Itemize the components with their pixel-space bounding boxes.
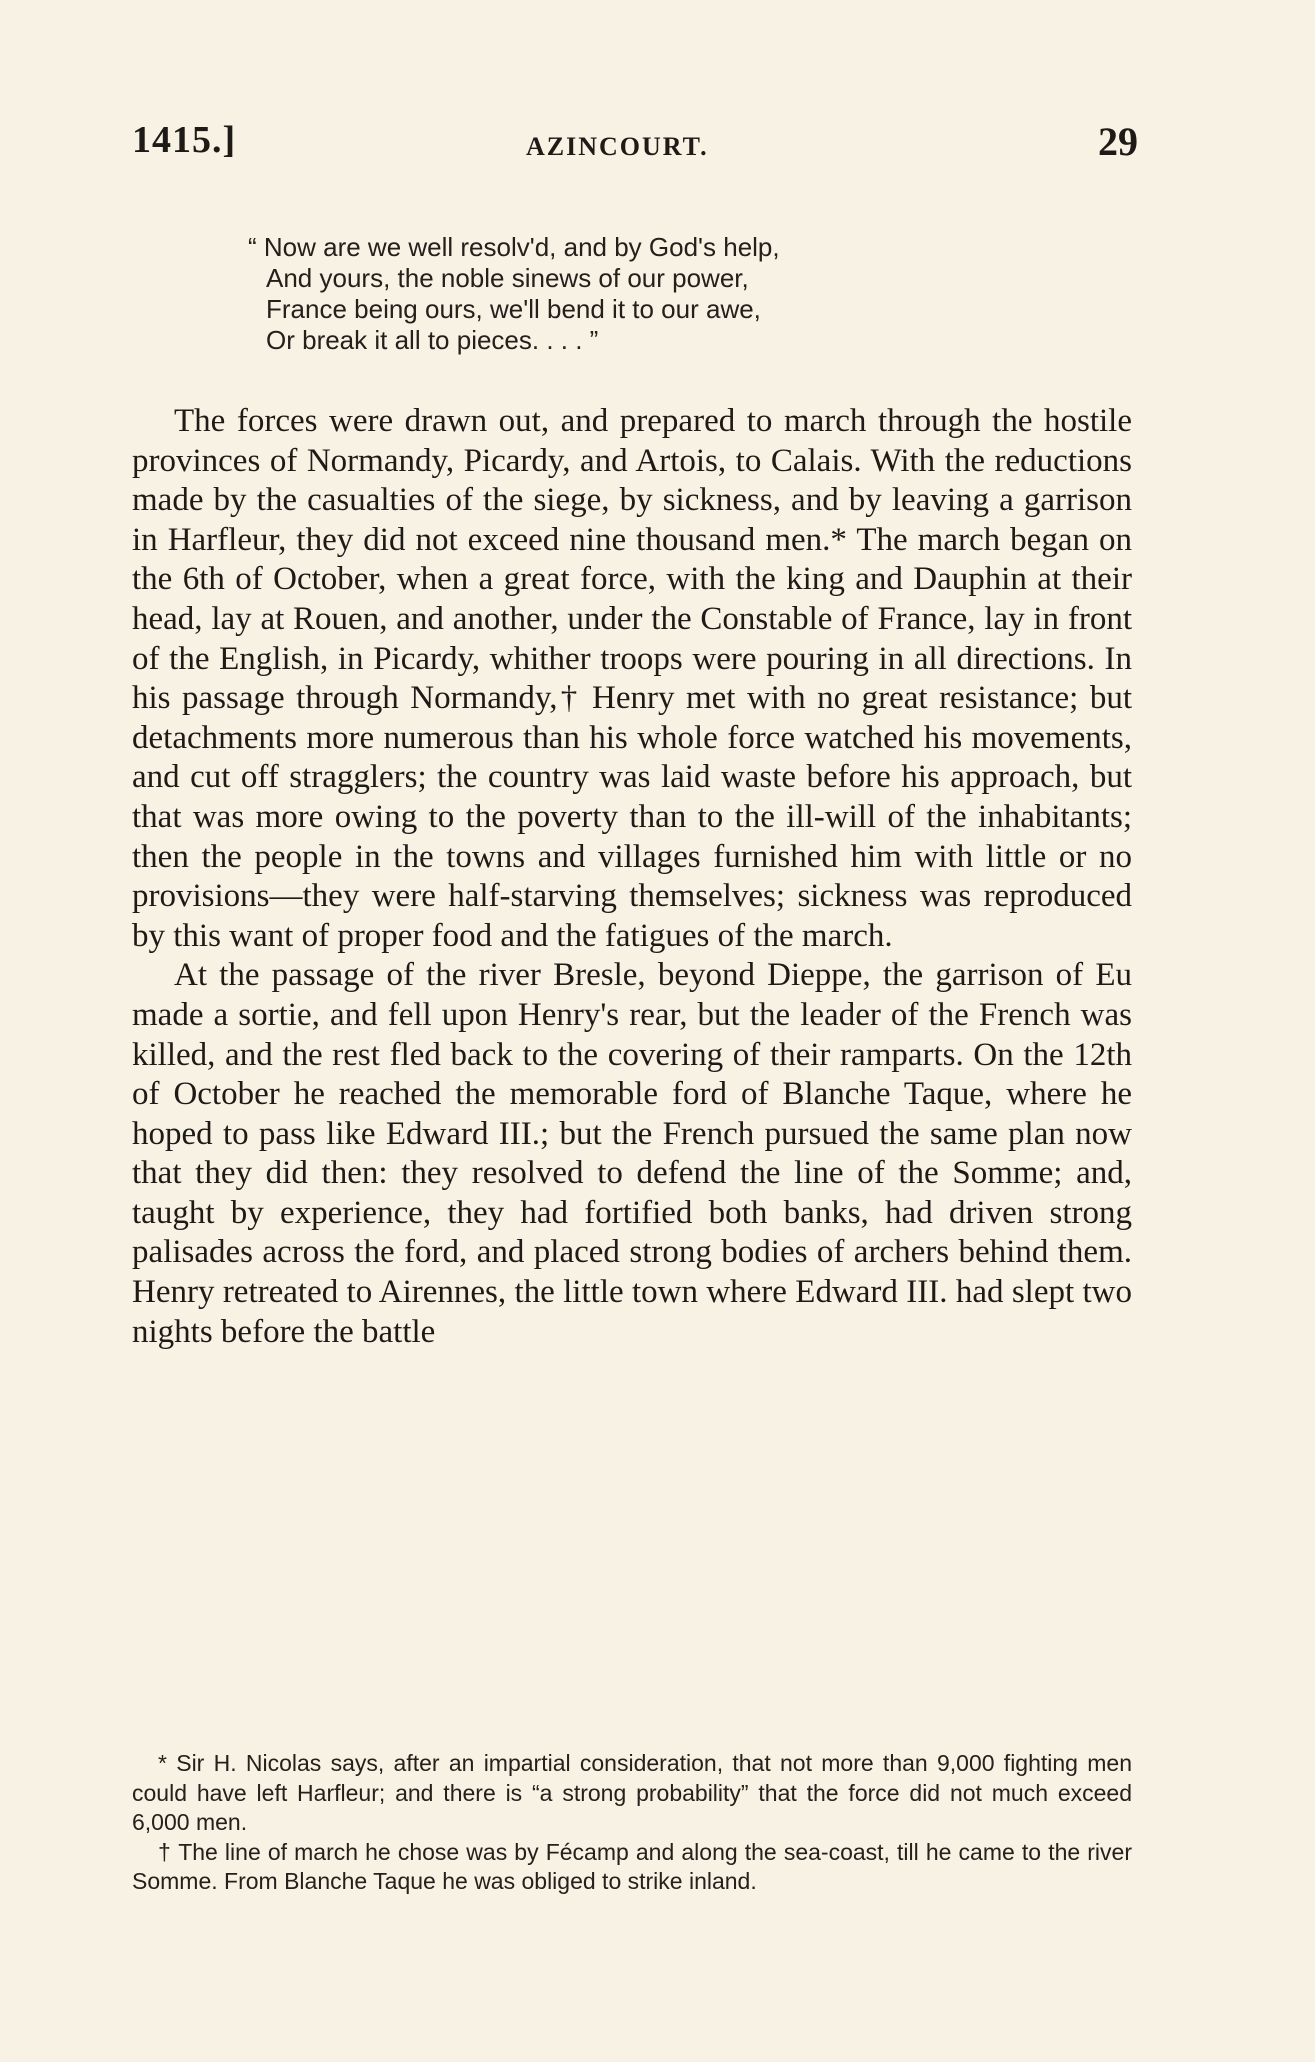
header-year: 1415.] bbox=[132, 119, 237, 161]
verse-line: France being ours, we'll bend it to our awe, bbox=[266, 294, 761, 324]
verse-line: Or break it all to pieces. . . . ” bbox=[266, 325, 599, 355]
verse-line: And yours, the noble sinews of our power, bbox=[266, 263, 749, 293]
body-text bbox=[132, 402, 1132, 1352]
footnote: * Sir H. Nicolas says, after an impartial consideration, that not more than 9,000 fighting men could have left Harfleur; and there is “a strong probability” that the force did not much exceed 6,000 men. bbox=[132, 1750, 1132, 1835]
body-paragraph: At the passage of the river Bresle, beyond Dieppe, the garrison of Eu made a sortie, and fell upon Henry's rear, but the leader of the French was killed, and the rest fled back to the covering of their ramparts. On the 12th of October he reached the memorable ford of Blanche Taque, where he hoped to pass like Edward III.; but the French pursued the same plan now that they did then: they resolved to defend the line of the Somme; and, taught by experience, they had fortified both banks, had driven strong palisades across the ford, and placed strong bodies of archers behind them. Henry retreated to Airennes, the little town where Edward III. had slept two nights before the battle bbox=[132, 957, 1132, 1350]
footnotes bbox=[132, 1749, 1132, 1897]
page-number: 29 bbox=[1098, 119, 1138, 164]
running-title: AZINCOURT. bbox=[526, 132, 709, 161]
verse-line: “ Now are we well resolv'd, and by God's help, bbox=[248, 232, 780, 262]
verse-quotation bbox=[248, 232, 780, 356]
body-paragraph: The forces were drawn out, and prepared to march through the hostile provinces of Normandy, Picardy, and Artois, to Calais. With the reductions made by the casualties of the siege, by sickness, and by leaving a garrison in Harfleur, they did not exceed nine thousand men.* The march began on the 6th of October, when a great force, with the king and Dauphin at their head, lay at Rouen, and another, under the Constable of France, lay in front of the English, in Picardy, whither troops were pouring in all directions. In his passage through Normandy,† Henry met with no great resistance; but detachments more numerous than his whole force watched his movements, and cut off stragglers; the country was laid waste before his approach, but that was more owing to the poverty than to the ill-will of the inhabitants; then the people in the towns and villages furnished him with little or no provisions—they were half-starving themselves; sickness was reproduced by this want of proper food and the fatigues of the march. bbox=[132, 403, 1132, 954]
running-header bbox=[132, 118, 1138, 178]
footnote: † The line of march he chose was by Fécamp and along the sea-coast, till he came to the river Somme. From Blanche Taque he was obliged to strike inland. bbox=[132, 1838, 1132, 1894]
